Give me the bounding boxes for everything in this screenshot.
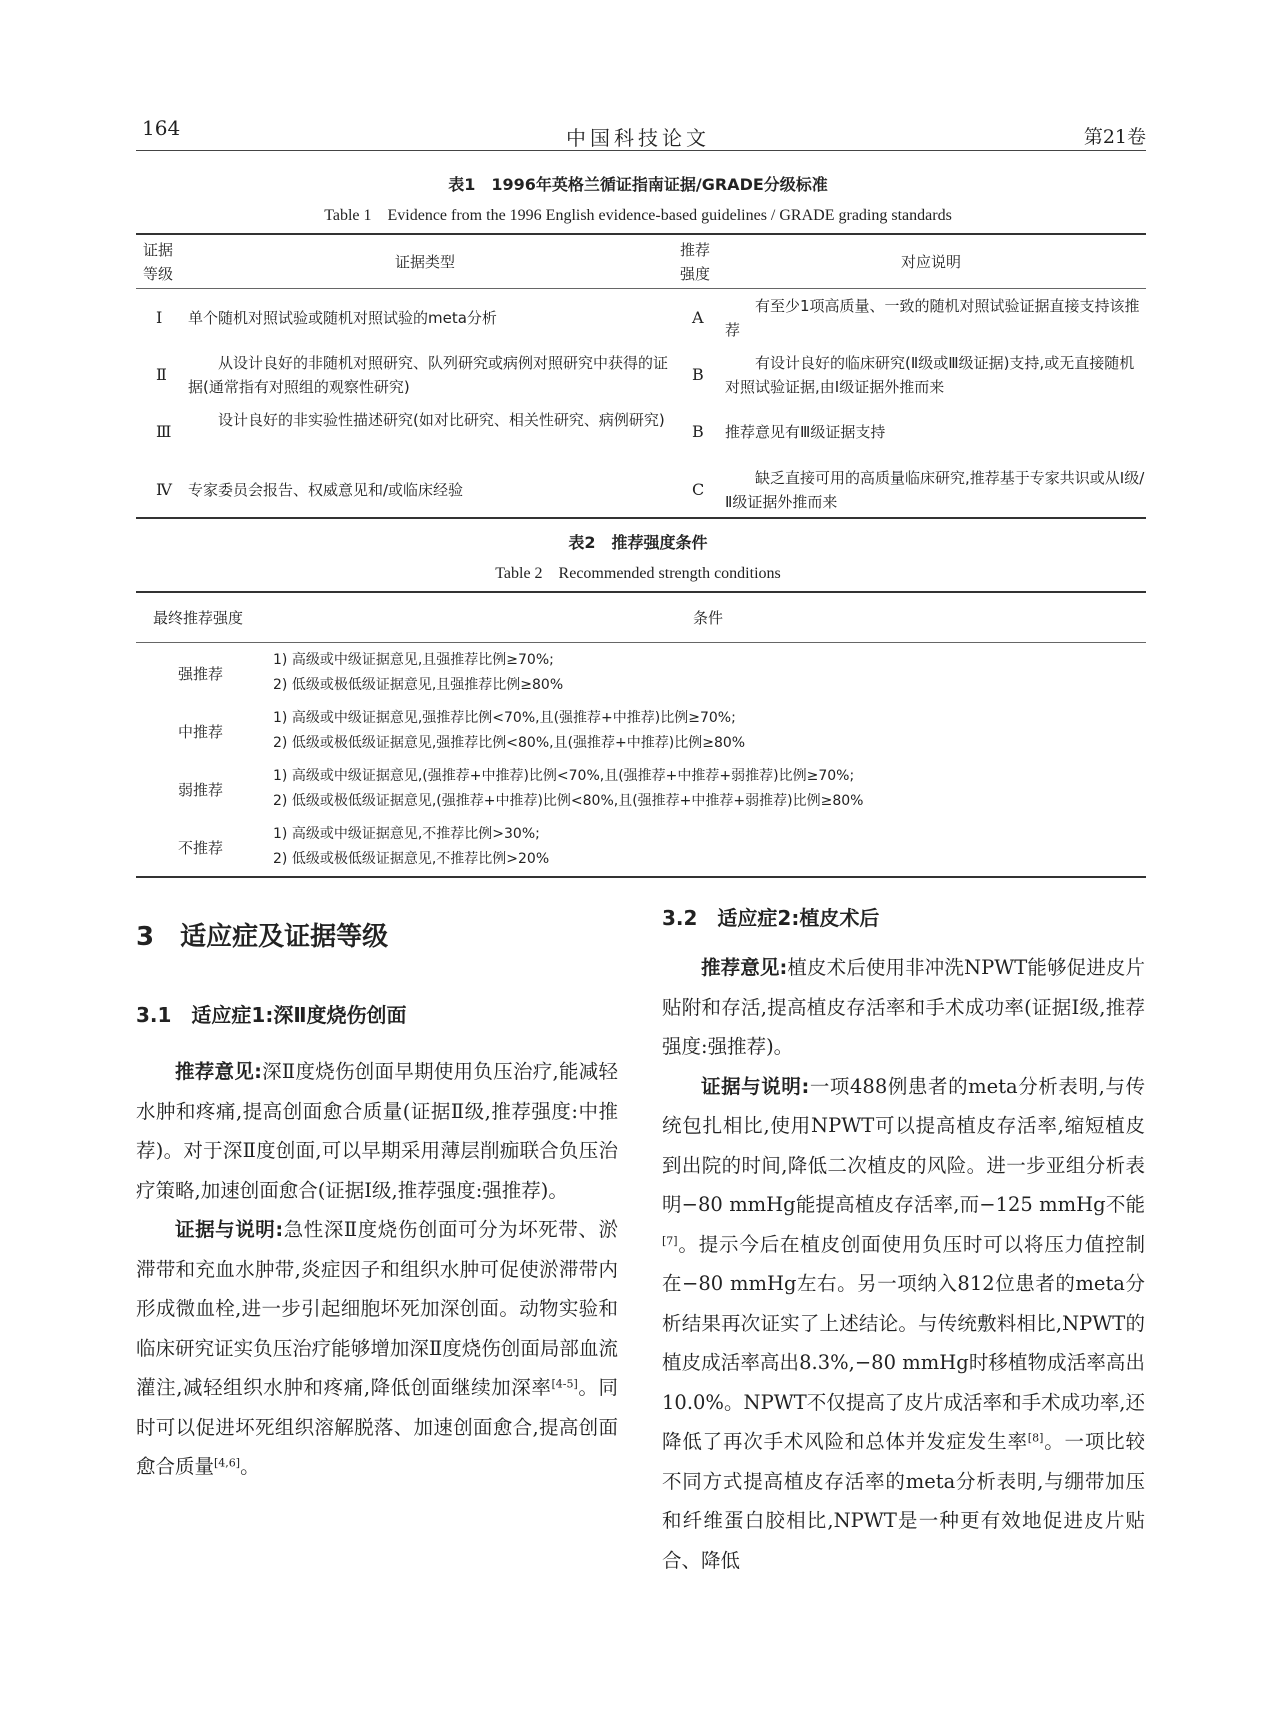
section-3-1-heading: 3.1 适应症1:深Ⅱ度烧伤创面 xyxy=(136,1003,407,1027)
table2-row-conditions xyxy=(273,822,1113,872)
table2-header-rule xyxy=(136,642,1146,643)
section-3-heading: 3 适应症及证据等级 xyxy=(136,922,389,952)
table1-row-strength: B xyxy=(692,422,704,441)
table2-caption-en: Table 2 Recommended strength conditions xyxy=(495,565,781,582)
citation-ref[interactable]: [7] xyxy=(662,1233,678,1247)
recommendation-text: 植皮术后使用非冲洗NPWT能够促进皮片贴附和存活,提高植皮存活率和手术成功率(证据Ⅰ级,推荐强度:强推荐)。 xyxy=(662,956,1145,1058)
table2-condition-2: 2) 低级或极低级证据意见,强推荐比例<80%,且(强推荐+中推荐)比例≥80% xyxy=(273,735,746,751)
volume-label: 第21卷 xyxy=(1083,126,1146,148)
evidence-label: 证据与说明: xyxy=(701,1074,810,1098)
table2-condition-1: 1) 高级或中级证据意见,且强推荐比例≥70%; xyxy=(273,652,554,668)
table1-row-note: 有至少1项高质量、一致的随机对照试验证据直接支持该推荐 xyxy=(725,297,1140,339)
table1-row-note: 有设计良好的临床研究(Ⅱ级或Ⅲ级证据)支持,或无直接随机对照试验证据,由Ⅰ级证据外推而来 xyxy=(725,354,1135,396)
recommendation-text: 深Ⅱ度烧伤创面早期使用负压治疗,能减轻水肿和疼痛,提高创面愈合质量(证据Ⅱ级,推荐强度:中推荐)。对于深Ⅱ度创面,可以早期采用薄层削痂联合负压治疗策略,加速创面愈合(证据Ⅰ级,推荐强度:强推荐)。 xyxy=(136,1060,618,1202)
table2-row-conditions xyxy=(273,764,1133,814)
table2-row-strength: 弱推荐 xyxy=(178,781,224,799)
evidence-paragraph: 证据与说明:一项488例患者的meta分析表明,与传统包扎相比,使用NPWT可以提高植皮存活率,缩短植皮到出院的时间,降低二次植皮的风险。进一步亚组分析表明−80 mmHg能提高植皮存活率,而−125 mmHg不能[7]。提示今后在植皮创面使用负压时可以将压力值控制在−80 mmHg左右。另一项纳入812位患者的meta分析结果再次证实了上述结论。与传统敷料相比,NPWT的植皮成活率高出8.3%,−80 mmHg时移植物成活率高出10.0%。NPWT不仅提高了皮片成活率和手术成功率,还降低了再次手术风险和总体并发症发生率[8]。一项比较不同方式提高植皮存活率的meta分析表明,与绷带加压和纤维蛋白胶相比,NPWT是一种更有效地促进皮片贴合、降低 xyxy=(662,1074,1145,1572)
table1-header-type: 证据类型 xyxy=(395,253,456,271)
table2-condition-2: 2) 低级或极低级证据意见,不推荐比例>20% xyxy=(273,851,550,867)
evidence-label: 证据与说明: xyxy=(175,1218,284,1241)
table1-row-type: 专家委员会报告、权威意见和/或临床经验 xyxy=(188,481,464,499)
table2-condition-2: 2) 低级或极低级证据意见,(强推荐+中推荐)比例<80%,且(强推荐+中推荐+弱推荐)比例≥80% xyxy=(273,793,864,809)
citation-ref[interactable]: [4-5] xyxy=(551,1377,578,1391)
table2-row-conditions xyxy=(273,706,1113,756)
table1-header-level: 证据 等级 xyxy=(143,241,174,283)
table1-row-strength: C xyxy=(692,480,705,499)
table2-row-conditions xyxy=(273,648,1113,698)
table1-header-note: 对应说明 xyxy=(901,253,962,271)
table2-condition-1: 1) 高级或中级证据意见,(强推荐+中推荐)比例<70%,且(强推荐+中推荐+弱推荐)比例≥70%; xyxy=(273,768,855,784)
recommendation-label: 推荐意见: xyxy=(175,1060,262,1083)
table1-row-strength: A xyxy=(692,308,704,327)
table2-condition-1: 1) 高级或中级证据意见,强推荐比例<70%,且(强推荐+中推荐)比例≥70%; xyxy=(273,710,736,726)
table1-caption-zh: 表1 1996年英格兰循证指南证据/GRADE分级标准 xyxy=(448,175,828,194)
table1-row-note: 推荐意见有Ⅲ级证据支持 xyxy=(725,423,886,441)
table2-condition-2: 2) 低级或极低级证据意见,且强推荐比例≥80% xyxy=(273,677,564,693)
table1-row-level: Ⅰ xyxy=(156,308,163,327)
citation-ref[interactable]: [4,6] xyxy=(214,1456,241,1470)
header-rule xyxy=(136,150,1146,151)
table1-row-type: 设计良好的非实验性描述研究(如对比研究、相关性研究、病例研究) xyxy=(218,411,665,429)
table1-row-level: Ⅲ xyxy=(156,422,172,441)
section-3-2-heading: 3.2 适应症2:植皮术后 xyxy=(662,906,880,930)
table1-bottom-rule xyxy=(136,517,1146,519)
table1-row-type: 从设计良好的非随机对照研究、队列研究或病例对照研究中获得的证据(通常指有对照组的观察性研究) xyxy=(188,354,669,396)
table1-caption-en: Table 1 Evidence from the 1996 English evidence-based guidelines / GRADE grading standards xyxy=(324,207,952,224)
table2-row-strength: 中推荐 xyxy=(178,723,224,741)
table1-top-rule xyxy=(136,233,1146,235)
table2-caption-zh: 表2 推荐强度条件 xyxy=(568,533,708,552)
table2-header-conditions: 条件 xyxy=(693,609,724,627)
table2-header-strength: 最终推荐强度 xyxy=(153,609,244,627)
table2-top-rule xyxy=(136,591,1146,593)
table1-row-note: 缺乏直接可用的高质量临床研究,推荐基于专家共识或从Ⅰ级/Ⅱ级证据外推而来 xyxy=(725,469,1145,511)
section-3-1-body xyxy=(136,1052,618,1487)
table1-row-level: Ⅱ xyxy=(156,365,167,384)
table2-bottom-rule xyxy=(136,876,1146,878)
table1-header-strength: 推荐 强度 xyxy=(680,241,711,283)
table2-row-strength: 不推荐 xyxy=(178,839,224,857)
section-3-2-body xyxy=(662,948,1145,1580)
page-number: 164 xyxy=(142,116,181,140)
journal-title: 中国科技论文 xyxy=(566,126,710,150)
recommendation-paragraph xyxy=(136,1052,618,1210)
table2-row-strength: 强推荐 xyxy=(178,665,224,683)
evidence-paragraph: 证据与说明:急性深Ⅱ度烧伤创面可分为坏死带、淤滞带和充血水肿带,炎症因子和组织水肿可促使淤滞带内形成微血栓,进一步引起细胞坏死加深创面。动物实验和临床研究证实负压治疗能够增加深Ⅱ度烧伤创面局部血流灌注,减轻组织水肿和疼痛,降低创面继续加深率[4-5]。同时可以促进坏死组织溶解脱落、加速创面愈合,提高创面愈合质量[4,6]。 xyxy=(136,1218,618,1478)
table1-row-type: 单个随机对照试验或随机对照试验的meta分析 xyxy=(188,309,497,327)
table1-row-level: Ⅳ xyxy=(156,480,172,499)
citation-ref[interactable]: [8] xyxy=(1027,1431,1044,1445)
table1-row-strength: B xyxy=(692,365,704,384)
table1-header-rule xyxy=(136,288,1146,289)
table2-condition-1: 1) 高级或中级证据意见,不推荐比例>30%; xyxy=(273,826,540,842)
recommendation-label: 推荐意见: xyxy=(701,956,788,979)
recommendation-paragraph xyxy=(662,948,1145,1067)
